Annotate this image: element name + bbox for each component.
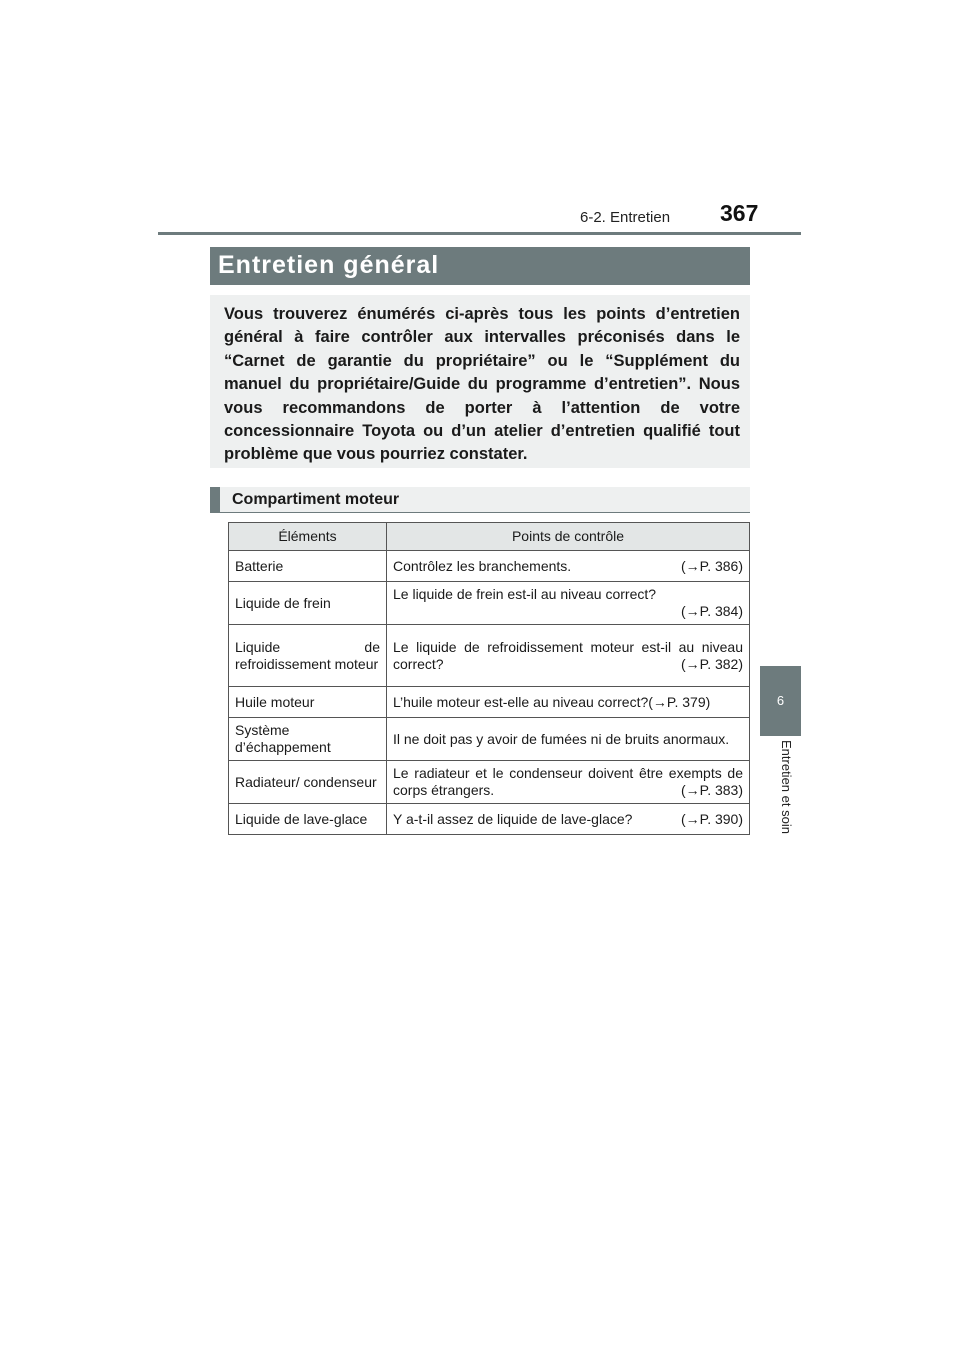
row-element-text: Liquide de refroidissement moteur bbox=[235, 638, 380, 672]
row-check-text: L’huile moteur est-elle au niveau correct? bbox=[393, 693, 649, 710]
page-title: Entretien général bbox=[210, 247, 750, 285]
row-check bbox=[387, 804, 750, 835]
table-row bbox=[229, 625, 750, 687]
subsection-title: Compartiment moteur bbox=[210, 487, 750, 513]
table-row bbox=[229, 551, 750, 582]
row-check-text: Contrôlez les branchements. bbox=[393, 557, 572, 574]
subsection-divider bbox=[210, 512, 750, 513]
row-check-text: Le radiateur et le condenseur doivent être exempts de corps étrangers. bbox=[393, 765, 743, 798]
row-check: Il ne doit pas y avoir de fumées ni de bruits anormaux. bbox=[387, 718, 750, 761]
header-section-title: 6-2. Entretien bbox=[580, 209, 671, 226]
row-check-text: Y a-t-il assez de liquide de lave-glace? bbox=[393, 810, 633, 827]
header-divider bbox=[158, 232, 801, 235]
intro-paragraph: Vous trouverez énumérés ci-après tous les points d’entretien général à faire contrôler aux intervalles préconisés dans le “Carnet de garantie du propriétaire” ou le “Supplément du manuel du propriétaire/Guide du programme d’entretien”. Nous vous recommandons de porter à l’attention de votre concessionnaire Toyota ou d’un atelier d’entretien qualifié tout problème que vous pourriez constater. bbox=[210, 295, 750, 468]
page-reference: (→P. 379) bbox=[648, 693, 711, 710]
row-element: Liquide de lave-glace bbox=[229, 804, 387, 835]
page-reference: (→P. 383) bbox=[681, 782, 743, 798]
row-check bbox=[387, 551, 750, 582]
page-reference: (→P. 384) bbox=[681, 603, 743, 619]
row-element: Liquide de frein bbox=[229, 582, 387, 625]
row-check-text: Le liquide de frein est-il au niveau correct? bbox=[393, 586, 657, 602]
table-row bbox=[229, 761, 750, 804]
row-element: Radiateur/ condenseur bbox=[229, 761, 387, 804]
table-row bbox=[229, 582, 750, 625]
page-reference: (→P. 386) bbox=[681, 557, 743, 574]
chapter-tab: 6 bbox=[760, 666, 801, 736]
page-reference: (→P. 390) bbox=[681, 810, 743, 827]
row-check bbox=[387, 582, 750, 625]
row-element: Batterie bbox=[229, 551, 387, 582]
row-element: Huile moteur bbox=[229, 687, 387, 718]
table-row bbox=[229, 718, 750, 761]
column-header-checks: Points de contrôle bbox=[387, 523, 750, 551]
table-row bbox=[229, 804, 750, 835]
page-number: 367 bbox=[720, 200, 759, 226]
row-element: Système d’échappement bbox=[229, 718, 387, 761]
chapter-label: Entretien et soin bbox=[779, 740, 794, 834]
row-check bbox=[387, 687, 750, 718]
column-header-elements: Éléments bbox=[229, 523, 387, 551]
row-check-text: Le liquide de refroidissement moteur est-il au niveau correct? bbox=[393, 638, 743, 672]
maintenance-table bbox=[228, 522, 750, 835]
row-element bbox=[229, 625, 387, 687]
table-header-row bbox=[229, 523, 750, 551]
row-check bbox=[387, 761, 750, 804]
table-row bbox=[229, 687, 750, 718]
page-reference: (→P. 382) bbox=[681, 655, 743, 672]
row-check bbox=[387, 625, 750, 687]
